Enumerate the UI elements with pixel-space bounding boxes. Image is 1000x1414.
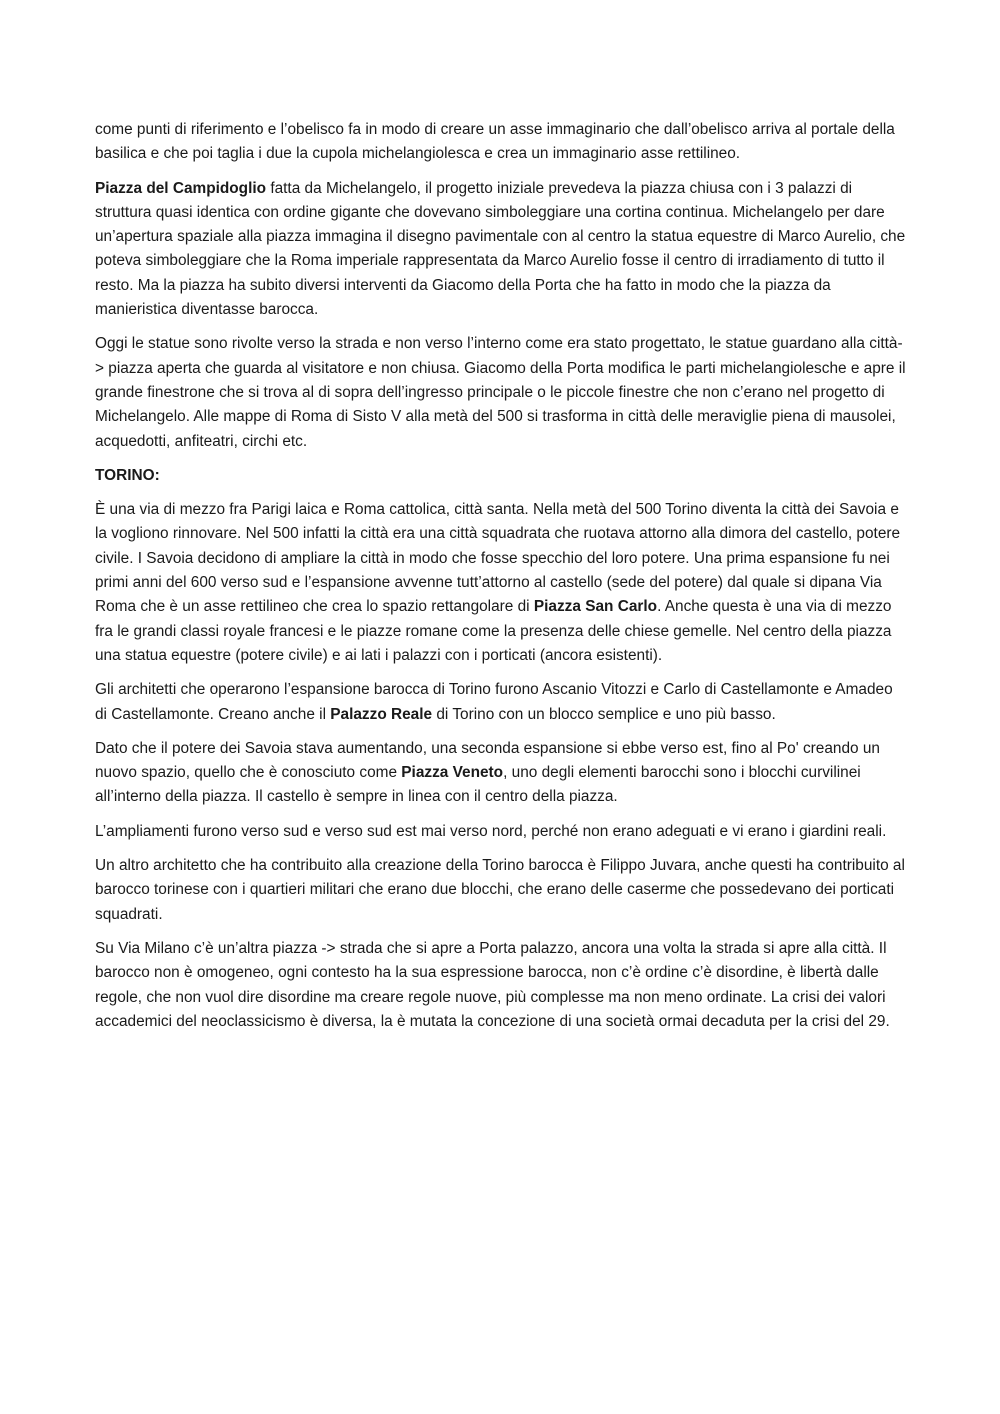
term-piazza-san-carlo: Piazza San Carlo bbox=[533, 598, 658, 616]
paragraph-text: di Torino con un blocco semplice e uno più basso. bbox=[432, 705, 776, 723]
paragraph-architetti bbox=[95, 678, 907, 727]
section-heading-torino: TORINO: bbox=[95, 466, 160, 484]
paragraph-text: È una via di mezzo fra Parigi laica e Roma cattolica, città santa. Nella metà del 500 Torino diventa la città dei Savoia e la vogliono rinnovare. Nel 500 infatti la città era una città squadrata che ruotava attorno alla dimora del castello, potere civile. I Savoia decidono di ampliare la città in modo che fosse specchio del loro potere. Una prima espansione fu nei primi anni del 600 verso sud e l’espansione avvenne tutt’attorno al castello (sede del potere) dal quale si dipana Via Roma che è un asse rettilineo che crea lo spazio rettangolare di bbox=[95, 501, 901, 616]
term-piazza-veneto: Piazza Veneto bbox=[401, 764, 504, 782]
term-palazzo-reale: Palazzo Reale bbox=[330, 705, 433, 723]
paragraph-ampliamenti: L’ampliamenti furono verso sud e verso sud est mai verso nord, perché non erano adeguati e vi erano i giardini reali. bbox=[95, 822, 887, 840]
paragraph-obelisco: come punti di riferimento e l’obelisco fa in modo di creare un asse immaginario che dall’obelisco arriva al portale della basilica e che poi taglia i due la cupola michelangiolesca e crea un immaginario asse rettilineo. bbox=[95, 121, 895, 163]
term-piazza-del-campidoglio: Piazza del Campidoglio bbox=[95, 179, 267, 197]
document-page bbox=[95, 118, 907, 1044]
paragraph-campidoglio bbox=[95, 177, 907, 323]
paragraph-text: , uno degli elementi barocchi sono i blocchi curvilinei all’interno della piazza. Il castello è sempre in linea con il centro della piazza. bbox=[95, 764, 861, 806]
paragraph-text: . Anche questa è una via di mezzo fra le grandi classi royale francesi e le piazze romane come la presenza delle chiese gemelle. Nel centro della piazza una statua equestre (potere civile) e ai lati i palazzi con i porticati (ancora esistenti). bbox=[95, 598, 892, 664]
paragraph-seconda-espansione bbox=[95, 737, 907, 810]
paragraph-text: fatta da Michelangelo, il progetto iniziale prevedeva la piazza chiusa con i 3 palazzi di struttura quasi identica con ordine gigante che dovevano simboleggiare una cortina continua. Michelangelo per dare un’apertura spaziale alla piazza immagina il disegno pavimentale con al centro la statua equestre di Marco Aurelio, che poteva simboleggiare che la Roma imperiale rappresentata da Marco Aurelio fosse il centro di irradiamento di tutto il resto. Ma la piazza ha subito diversi interventi da Giacomo della Porta che ha fatto in modo che la piazza da manieristica diventasse barocca. bbox=[95, 179, 906, 319]
paragraph-statue: Oggi le statue sono rivolte verso la strada e non verso l’interno come era stato progettato, le statue guardano alla città-> piazza aperta che guarda al visitatore e non chiusa. Giacomo della Porta modifica le parti michelangiolesche e apre il grande finestrone che si trova al di sopra dell’ingresso principale o le piccole finestre che non c’erano nel progetto di Michelangelo. Alle mappe di Roma di Sisto V alla metà del 500 si trasforma in città delle meraviglie piena di mausolei, acquedotti, anfiteatri, circhi etc. bbox=[95, 335, 906, 450]
paragraph-torino-intro bbox=[95, 498, 907, 668]
paragraph-via-milano: Su Via Milano c’è un’altra piazza -> strada che si apre a Porta palazzo, ancora una volta la strada si apre alla città. Il barocco non è omogeneo, ogni contesto ha la sua espressione barocca, non c’è ordine c’è disordine, è libertà dalle regole, che non vuol dire disordine ma creare regole nuove, più complesse ma non meno ordinate. La crisi dei valori accademici del neoclassicismo è diversa, la è mutata la concezione di una società ormai decaduta per la crisi del 29. bbox=[95, 939, 890, 1030]
paragraph-text: Gli architetti che operarono l’espansione barocca di Torino furono Ascanio Vitozzi e Carlo di Castellamonte e Amadeo di Castellamonte. Creano anche il bbox=[95, 681, 893, 723]
paragraph-text: Dato che il potere dei Savoia stava aumentando, una seconda espansione si ebbe verso est, fino al Po' creando un nuovo spazio, quello che è conosciuto come bbox=[95, 739, 880, 782]
paragraph-juvara: Un altro architetto che ha contribuito alla creazione della Torino barocca è Filippo Juvara, anche questi ha contribuito al barocco torinese con i quartieri militari che erano due blocchi, che erano delle caserme che possedevano dei porticati squadrati. bbox=[95, 857, 905, 923]
